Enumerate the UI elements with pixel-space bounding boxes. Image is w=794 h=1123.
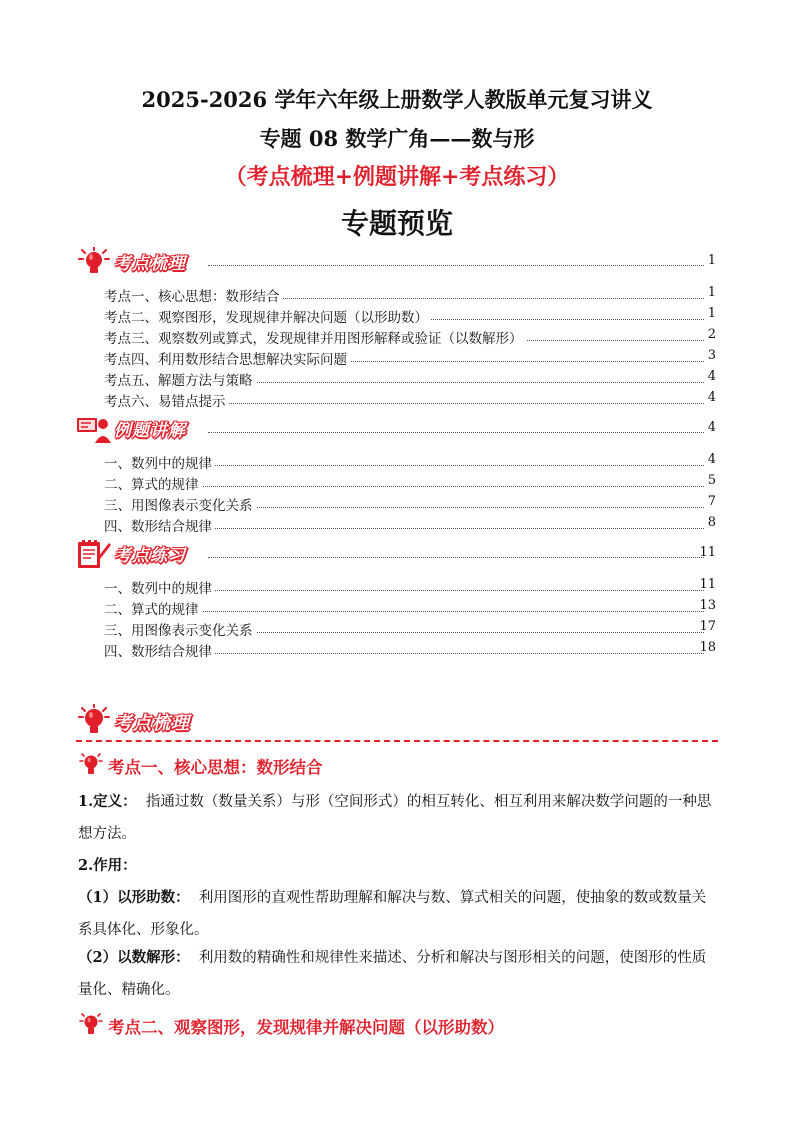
toc-item[interactable]: [104, 494, 716, 514]
topic-title: 专题 08 数学广角——数与形: [259, 126, 535, 151]
function-label-text: 2.作用：: [78, 857, 137, 874]
toc-item[interactable]: [104, 369, 716, 389]
toc-page-number: 18: [699, 640, 716, 655]
topic-subtitle: （考点梳理+例题讲解+考点练习）: [224, 164, 570, 190]
function-item-label: （2）以数解形：: [78, 949, 190, 966]
toc-page-number: 11: [699, 577, 716, 592]
toc-item[interactable]: [104, 285, 716, 305]
toc-item[interactable]: [104, 327, 716, 347]
toc-item[interactable]: [104, 452, 716, 472]
toc-section-kaodian-shuli[interactable]: [76, 247, 716, 277]
toc-item-text: 四、数形结合规律: [104, 515, 215, 535]
toc-page-number: 13: [699, 598, 716, 613]
toc-item[interactable]: [104, 306, 716, 326]
kaodian-title: 考点二、观察图形，发现规律并解决问题（以形助数）: [108, 1018, 504, 1037]
toc-item[interactable]: [104, 515, 716, 535]
toc-page-number: 4: [707, 420, 716, 435]
toc-item[interactable]: [104, 577, 716, 597]
toc-page-number: 17: [699, 619, 716, 634]
toc-item-text: 考点三、观察数列或算式，发现规律并用图形解释或验证（以数解形）: [104, 327, 526, 347]
toc-page-number: 11: [699, 545, 716, 560]
function-item-1: [78, 882, 718, 946]
notepad-pencil-icon: [76, 539, 112, 569]
toc-page-number: 3: [707, 348, 716, 363]
toc-item[interactable]: [104, 619, 716, 639]
lightbulb-icon: [78, 1011, 104, 1037]
toc-item-text: 考点五、解题方法与策略: [104, 369, 256, 389]
toc-item-text: 考点二、观察图形，发现规律并解决问题（以形助数）: [104, 306, 431, 326]
toc-page-number: 8: [707, 515, 716, 530]
definition-paragraph: [78, 786, 718, 850]
definition-text: 指通过数（数量关系）与形（空间形式）的相互转化、相互利用来解决数学问题的一种思想方法。: [78, 794, 712, 842]
toc-item-text: 二、算式的规律: [104, 598, 202, 618]
toc-item-text: 考点六、易错点提示: [104, 390, 229, 410]
toc-item[interactable]: [104, 390, 716, 410]
section-header-kaodian-shuli: [76, 704, 716, 740]
toc-item-text: 四、数形结合规律: [104, 640, 215, 660]
toc-section-liti-jiangjie[interactable]: [76, 414, 716, 444]
definition-label: 1.定义：: [78, 793, 137, 810]
toc-page-number: 4: [707, 369, 716, 384]
toc-item-text: 三、用图像表示变化关系: [104, 619, 256, 639]
toc-page-number: 4: [707, 390, 716, 405]
leader-dots: [208, 432, 704, 433]
function-label: [78, 850, 718, 882]
toc-item-text: 一、数列中的规律: [104, 577, 215, 597]
toc-item[interactable]: [104, 640, 716, 660]
kaodian-title: 考点一、核心思想：数形结合: [108, 758, 323, 777]
lightbulb-icon: [76, 247, 112, 277]
toc-page-number: 1: [707, 306, 716, 321]
section-label: 考点梳理: [114, 713, 190, 734]
toc-page-number: 4: [707, 452, 716, 467]
toc-section-label: 考点练习: [114, 546, 186, 566]
toc-item[interactable]: [104, 598, 716, 618]
toc-item-text: 二、算式的规律: [104, 473, 202, 493]
toc-section-label: 例题讲解: [114, 421, 186, 441]
toc-page-number: 1: [707, 253, 716, 268]
function-item-2: [78, 942, 718, 1006]
toc-item-text: 考点四、利用数形结合思想解决实际问题: [104, 348, 350, 368]
toc-page-number: 2: [707, 327, 716, 342]
leader-dots: [208, 265, 704, 266]
function-item-text: 利用数的精确性和规律性来描述、分析和解决与图形相关的问题，使图形的性质量化、精确化。: [78, 950, 707, 998]
lightbulb-icon: [76, 704, 112, 736]
toc-item-text: 一、数列中的规律: [104, 452, 215, 472]
toc-section-label: 考点梳理: [114, 254, 186, 274]
toc-page-number: 1: [707, 285, 716, 300]
toc-item-text: 考点一、核心思想：数形结合: [104, 285, 283, 305]
toc-item[interactable]: [104, 473, 716, 493]
toc-item[interactable]: [104, 348, 716, 368]
document-title: 2025-2026 学年六年级上册数学人教版单元复习讲义: [141, 87, 653, 112]
section-divider: [76, 740, 718, 742]
lightbulb-icon: [78, 751, 104, 777]
preview-heading: 专题预览: [340, 207, 453, 240]
toc-item-text: 三、用图像表示变化关系: [104, 494, 256, 514]
teacher-icon: [76, 414, 112, 444]
toc-section-kaodian-lianxi[interactable]: [76, 539, 716, 569]
leader-dots: [208, 557, 704, 558]
toc-page-number: 7: [707, 494, 716, 509]
function-item-text: 利用图形的直观性帮助理解和解决与数、算式相关的问题，使抽象的数或数量关系具体化、形象化。: [78, 890, 707, 938]
toc-page-number: 5: [707, 473, 716, 488]
function-item-label: （1）以形助数：: [78, 889, 190, 906]
